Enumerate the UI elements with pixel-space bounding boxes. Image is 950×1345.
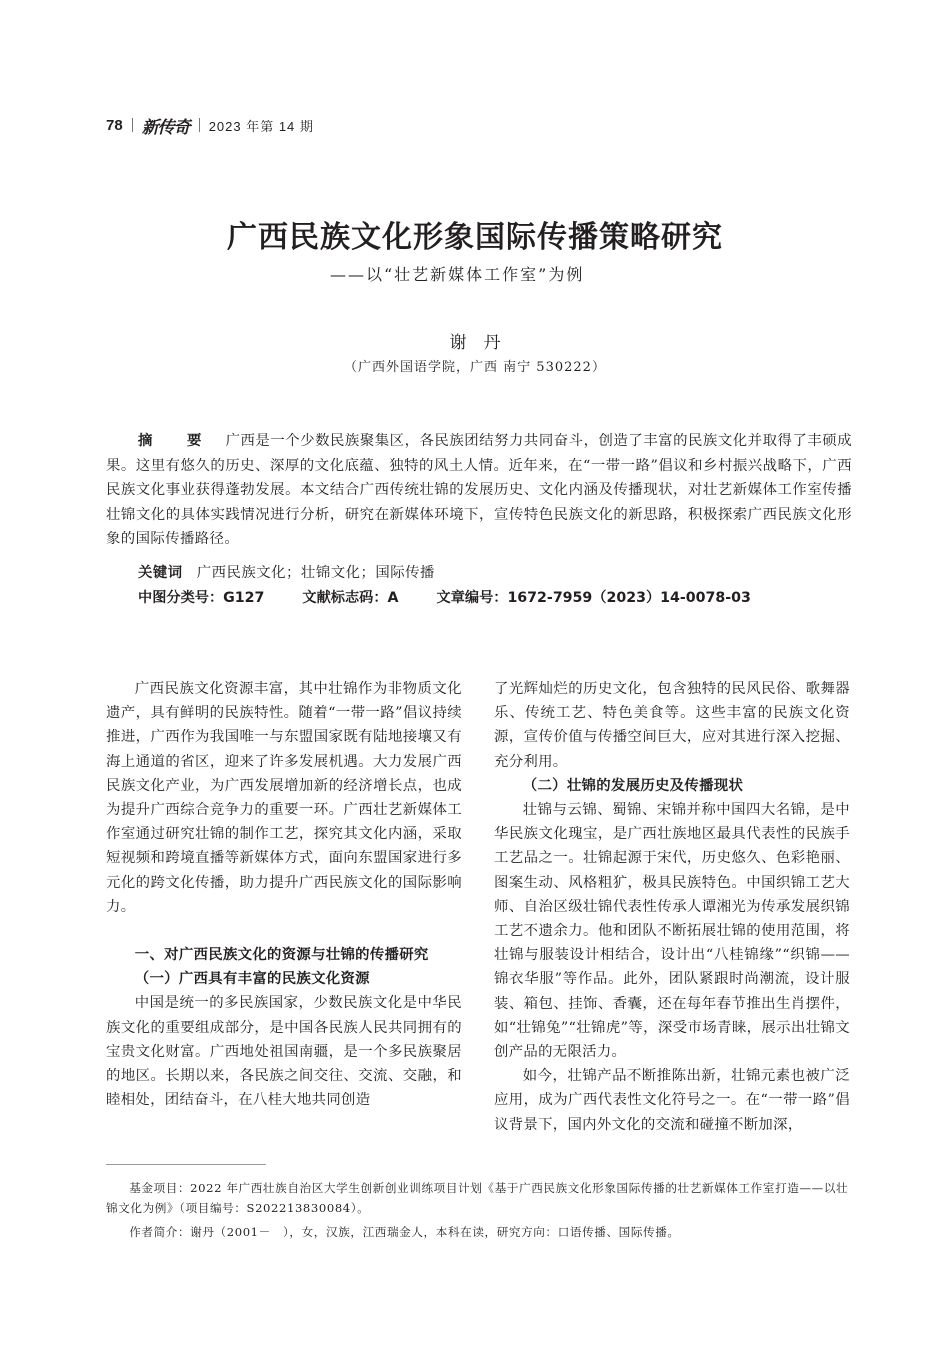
body-paragraph: 了光辉灿烂的历史文化，包含独特的民风民俗、歌舞器乐、传统工艺、特色美食等。这些丰富的民族文化资源，宣传价值与传播空间巨大，应对其进行深入挖掘、充分利用。: [494, 681, 850, 770]
page-number: 78: [106, 116, 123, 134]
keywords: [138, 561, 435, 582]
footnote-fund: 基金项目：2022 年广西壮族自治区大学生创新创业训练项目计划《基于广西民族文化形象国际传播的壮艺新媒体工作室打造——以壮锦文化为例》（项目编号：S202213830084）。: [106, 1181, 849, 1215]
body-column-left: [106, 677, 462, 1112]
body-paragraph: 广西民族文化资源丰富，其中壮锦作为非物质文化遗产，具有鲜明的民族特性。随着“一带一路”倡议持续推进，广西作为我国唯一与东盟国家既有陆地接壤又有海上通道的省区，迎来了许多发展机遇。大力发展广西民族文化产业，为广西发展增加新的经济增长点，也成为提升广西综合竞争力的重要一环。广西壮艺新媒体工作室通过研究壮锦的制作工艺，探究其文化内涵，采取短视频和跨境直播等新媒体方式，面向东盟国家进行多元化的跨文化传播，助力提升广西民族文化的国际影响力。: [106, 681, 462, 915]
footnote-author-bio: 作者简介：谢丹（2001－ ），女，汉族，江西瑞金人，本科在读，研究方向：口语传播、国际传播。: [129, 1225, 680, 1239]
body-paragraph: 如今，壮锦产品不断推陈出新，壮锦元素也被广泛应用，成为广西代表性文化符号之一。在“一带一路”倡议背景下，国内外文化的交流和碰撞不断加深，: [494, 1068, 850, 1133]
issue-label: 2023 年第 14 期: [208, 118, 314, 134]
document-code: 文献标志码：A: [302, 590, 399, 606]
subsection-heading: （二）壮锦的发展历史及传播现状: [522, 777, 744, 794]
article-number: 文章编号：1672-7959（2023）14-0078-03: [436, 590, 751, 606]
keywords-label: 关键词: [138, 565, 183, 581]
classification-line: [138, 587, 789, 607]
article-title: 广西民族文化形象国际传播策略研究: [227, 220, 723, 255]
abstract-label: 摘 要: [138, 433, 212, 449]
header-divider: [132, 118, 133, 132]
author-affiliation: （广西外国语学院，广西 南宁 530222）: [344, 360, 606, 375]
footnote-rule: [106, 1164, 266, 1165]
subsection-heading: （一）广西具有丰富的民族文化资源: [134, 971, 370, 988]
author-name: 谢 丹: [449, 333, 501, 353]
abstract: [106, 429, 852, 552]
header-divider: [199, 118, 200, 132]
journal-logo: 新传奇: [141, 117, 190, 138]
keywords-text: 广西民族文化；壮锦文化；国际传播: [196, 565, 435, 581]
running-header: [106, 114, 314, 136]
body-column-right: [494, 677, 850, 1137]
article-subtitle: ——以“壮艺新媒体工作室”为例: [330, 265, 585, 284]
body-paragraph: 中国是统一的多民族国家，少数民族文化是中华民族文化的重要组成部分，是中国各民族人民共同拥有的宝贵文化财富。广西地处祖国南疆，是一个多民族聚居的地区。长期以来，各民族之间交往、交流、交融，和睦相处，团结奋斗，在八桂大地共同创造: [106, 995, 462, 1109]
body-paragraph: 壮锦与云锦、蜀锦、宋锦并称中国四大名锦，是中华民族文化瑰宝，是广西壮族地区最具代表性的民族手工艺品之一。壮锦起源于宋代，历史悠久、色彩艳丽、图案生动、风格粗犷，极具民族特色。中国织锦工艺大师、自治区级壮锦代表性传承人谭湘光为传承发展织锦工艺不遗余力。他和团队不断拓展壮锦的使用范围，将壮锦与服装设计相结合，设计出“八桂锦缘”“织锦——锦衣华服”等作品。此外，团队紧跟时尚潮流，设计服装、箱包、挂饰、香囊，还在每年春节推出生肖摆件，如“壮锦兔”“壮锦虎”等，深受市场青睐，展示出壮锦文创产品的无限活力。: [494, 802, 850, 1061]
section-heading: 一、对广西民族文化的资源与壮锦的传播研究: [134, 947, 429, 964]
abstract-text: 广西是一个少数民族聚集区，各民族团结努力共同奋斗，创造了丰富的民族文化并取得了丰硕成果。这里有悠久的历史、深厚的文化底蕴、独特的风土人情。近年来，在“一带一路”倡议和乡村振兴战略下，广西民族文化事业获得蓬勃发展。本文结合广西传统壮锦的发展历史、文化内涵及传播现状，对壮艺新媒体工作室传播壮锦文化的具体实践情况进行分析，研究在新媒体环境下，宣传特色民族文化的新思路，积极探索广西民族文化形象的国际传播路径。: [106, 433, 852, 548]
clc-number: 中图分类号：G127: [138, 590, 265, 606]
